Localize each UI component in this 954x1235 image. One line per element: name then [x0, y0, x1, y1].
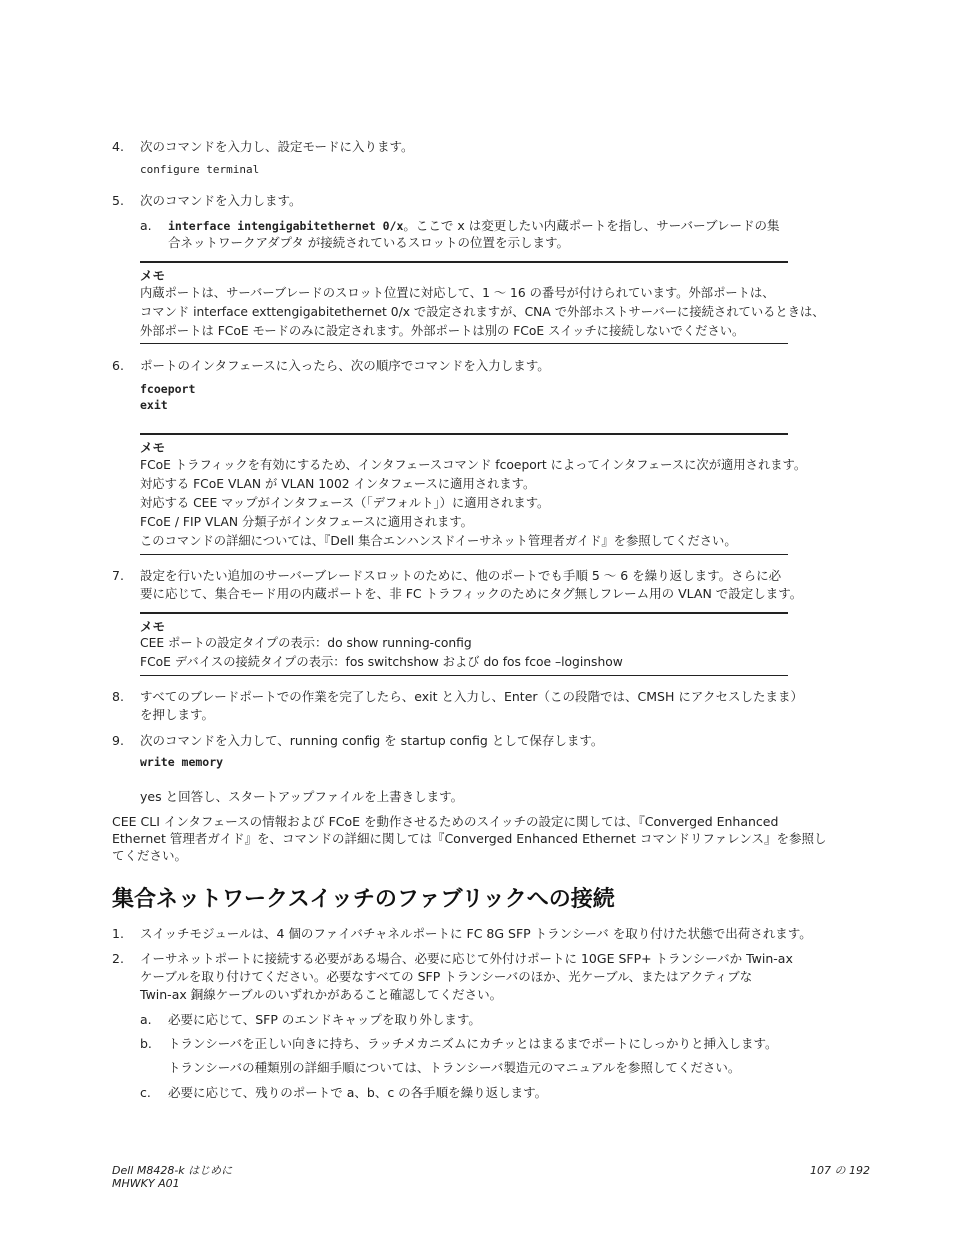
- section-item-1-number: 1.: [112, 926, 124, 941]
- note-1-top-rule: [140, 261, 788, 263]
- note-3-line-1: CEE ポートの設定タイプの表示：do show running-config: [140, 636, 472, 650]
- note-2-line-1: FCoE トラフィックを有効にするため、インタフェースコマンド fcoeport によってインタフェースに次が適用されます。: [140, 458, 807, 472]
- note-3-heading: メモ: [140, 619, 166, 634]
- step-8-line-2: を押します。: [140, 707, 215, 722]
- step-8-number: 8.: [112, 689, 124, 704]
- step-5a-text: 。ここで x は変更したい内蔵ポートを指し、サーバーブレードの集: [403, 218, 780, 233]
- step-4-number: 4.: [112, 139, 124, 154]
- step-9-code: write memory: [140, 755, 224, 769]
- section-item-2b-detail: トランシーバの種類別の詳細手順については、トランシーバ製造元のマニュアルを参照してください。: [168, 1060, 741, 1075]
- step-9-number: 9.: [112, 733, 124, 748]
- step-7-number: 7.: [112, 568, 124, 583]
- step-5a-letter: a.: [140, 218, 152, 233]
- note-2-line-2: 対応する FCoE VLAN が VLAN 1002 インタフェースに適用されます。: [140, 477, 536, 491]
- section-item-2-line-2: ケーブルを取り付けてください。必要なすべての SFP トランシーバのほか、光ケーブル、またはアクティブな: [140, 969, 753, 984]
- note-1-heading: メモ: [140, 268, 166, 283]
- note-3-top-rule: [140, 612, 788, 614]
- step-5a-line2: 合ネットワークアダプタ が接続されているスロットの位置を示します。: [168, 235, 569, 250]
- footer-page-number: 107 の 192: [810, 1164, 870, 1177]
- section-item-2a-text: 必要に応じて、SFP のエンドキャップを取り外します。: [168, 1012, 481, 1027]
- note-3-bottom-rule: [140, 675, 788, 676]
- step-6-code-fcoeport: fcoeport: [140, 382, 196, 396]
- step-9-answer: yes と回答し、スタートアップファイルを上書きします。: [140, 789, 464, 804]
- step-5a-code: interface intengigabitethernet 0/x: [168, 219, 404, 233]
- section-item-2b-letter: b.: [140, 1036, 152, 1051]
- reference-paragraph-line-2: Ethernet 管理者ガイド』を、コマンドの詳細に関しては『Converged Enhanced Ethernet コマンドリファレンス』を参照し: [112, 831, 827, 846]
- note-3-line-2: FCoE デバイスの接続タイプの表示：fos switchshow および do fos fcoe –loginshow: [140, 655, 623, 669]
- step-4-code: configure terminal: [140, 163, 260, 176]
- note-1-line-1: 内蔵ポートは、サーバーブレードのスロット位置に対応して、1 〜 16 の番号が付けられています。外部ポートは、: [140, 286, 775, 300]
- note-2-bottom-rule: [140, 554, 788, 555]
- section-item-2b-text: トランシーバを正しい向きに持ち、ラッチメカニズムにカチッとはまるまでポートにしっかりと挿入します。: [168, 1036, 778, 1051]
- step-4-text: 次のコマンドを入力し、設定モードに入ります。: [140, 139, 414, 154]
- step-6-text: ポートのインタフェースに入ったら、次の順序でコマンドを入力します。: [140, 358, 550, 373]
- step-5-text: 次のコマンドを入力します。: [140, 193, 302, 208]
- note-2-line-4: FCoE / FIP VLAN 分類子がインタフェースに適用されます。: [140, 515, 473, 529]
- footer-doc-code: MHWKY A01: [112, 1177, 180, 1190]
- reference-paragraph-line-1: CEE CLI インタフェースの情報および FCoE を動作させるためのスイッチの設定に関しては、『Converged Enhanced: [112, 814, 779, 829]
- section-item-2c-letter: c.: [140, 1085, 151, 1100]
- step-9-text: 次のコマンドを入力して、running config を startup config として保存します。: [140, 733, 604, 748]
- reference-paragraph-line-3: てください。: [112, 848, 188, 863]
- section-item-1-text: スイッチモジュールは、4 個のファイバチャネルポートに FC 8G SFP トランシーバ を取り付けた状態で出荷されます。: [140, 926, 812, 941]
- note-2-line-3: 対応する CEE マップがインタフェース（「デフォルト」）に適用されます。: [140, 496, 550, 510]
- note-1-line-2: コマンド interface exttengigabitethernet 0/x で設定されますが、CNA で外部ホストサーバーに接続されているときは、: [140, 305, 825, 319]
- step-8-line-1: すべてのブレードポートでの作業を完了したら、exit と入力し、Enter（この段階では、CMSH にアクセスしたまま）: [140, 689, 803, 704]
- note-1-line-3: 外部ポートは FCoE モードのみに設定されます。外部ポートは別の FCoE スイッチに接続しないでください。: [140, 324, 745, 338]
- section-item-2c-text: 必要に応じて、残りのポートで a、b、c の各手順を繰り返します。: [168, 1085, 548, 1100]
- note-2-top-rule: [140, 433, 788, 435]
- section-item-2a-letter: a.: [140, 1012, 152, 1027]
- step-6-number: 6.: [112, 358, 124, 373]
- step-7-line-2: 要に応じて、集合モード用の内蔵ポートを、非 FC トラフィックのためにタグ無しフレーム用の VLAN で設定します。: [140, 586, 803, 601]
- section-item-2-line-1: イーサネットポートに接続する必要がある場合、必要に応じて外付けポートに 10GE SFP+ トランシーバか Twin-ax: [140, 951, 793, 966]
- step-7-line-1: 設定を行いたい追加のサーバーブレードスロットのために、他のポートでも手順 5 〜 6 を繰り返します。さらに必: [140, 568, 782, 583]
- footer-doc-title: Dell M8428-k はじめに: [112, 1164, 233, 1177]
- step-5-number: 5.: [112, 193, 124, 208]
- section-item-2-number: 2.: [112, 951, 124, 966]
- note-1-bottom-rule: [140, 343, 788, 344]
- section-item-2-line-3: Twin-ax 銅線ケーブルのいずれかがあること確認してください。: [140, 987, 503, 1002]
- step-6-code-exit: exit: [140, 398, 168, 412]
- note-2-heading: メモ: [140, 440, 166, 455]
- section-title: 集合ネットワークスイッチのファブリックへの接続: [112, 887, 615, 912]
- note-2-line-5: このコマンドの詳細については、『Dell 集合エンハンスドイーサネット管理者ガイド』を参照してください。: [140, 534, 737, 548]
